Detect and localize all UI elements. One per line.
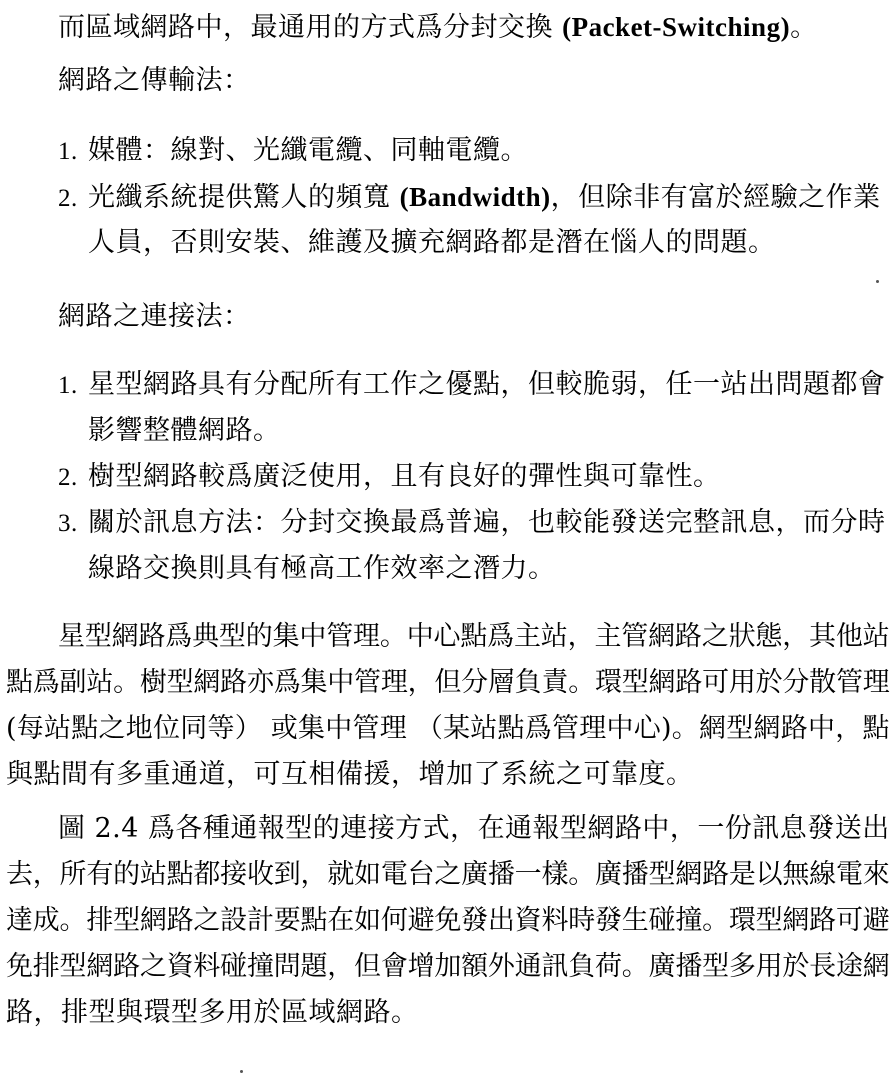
item-text: 樹型網路較爲廣泛使用，且有良好的彈性與可靠性。: [88, 461, 721, 492]
paragraph-1-line-1: 星型網路爲典型的集中管理。中心點爲主站，主管網路之狀態，其他站: [58, 621, 890, 652]
connection-item-1-line-2: 影響整體網路。: [88, 415, 281, 446]
paragraph-2-line-5: 路，排型與環型多用於區域網路。: [6, 997, 419, 1028]
item-text-cont: ，但除非有富於經驗之作業: [550, 182, 881, 213]
connection-item-1: [58, 368, 886, 403]
connection-item-3: [58, 506, 886, 541]
transmission-item-2: [58, 180, 881, 216]
item-number: 2.: [58, 185, 78, 212]
transmission-item-1: [58, 134, 528, 169]
item-text: 關於訊息方法：分封交換最爲普遍，也較能發送完整訊息，而分時: [88, 507, 886, 538]
paragraph-2-line-4: 免排型網路之資料碰撞問題，但會增加額外通訊負荷。廣播型多用於長途網: [6, 951, 890, 982]
paragraph-1-line-3: (每站點之地位同等） 或集中管理 （某站點爲管理中心)。網型網路中，點: [6, 713, 890, 744]
intro-text: 而區域網路中，最通用的方式爲分封交換: [58, 12, 563, 43]
item-number: 3.: [58, 510, 78, 537]
connection-heading: 網路之連接法：: [58, 301, 251, 332]
scan-speck: [240, 1070, 243, 1073]
paragraph-1-line-2: 點爲副站。樹型網路亦爲集中管理，但分層負責。環型網路可用於分散管理: [6, 667, 890, 698]
transmission-item-2-line-2: 人員，否則安裝、維護及擴充網路都是潛在惱人的問題。: [88, 227, 776, 258]
item-text: 星型網路具有分配所有工作之優點，但較脆弱，任一站出問題都會: [88, 369, 886, 400]
paragraph-2-line-3: 達成。排型網路之設計要點在如何避免發出資料時發生碰撞。環型網路可避: [6, 905, 890, 936]
item-number: 2.: [58, 464, 78, 491]
intro-line: [58, 10, 818, 45]
paragraph-2-line-1: 圖 2.4 爲各種通報型的連接方式，在通報型網路中，一份訊息發送出: [58, 813, 890, 844]
paragraph-2-line-2: 去，所有的站點都接收到，就如電台之廣播一樣。廣播型網路是以無線電來: [6, 859, 890, 890]
transmission-heading: 網路之傳輸法：: [58, 65, 251, 96]
item-number: 1.: [58, 372, 78, 399]
connection-item-2: [58, 460, 721, 495]
item-latin-term: (Bandwidth): [399, 182, 551, 212]
item-text: 媒體：線對、光纖電纜、同軸電纜。: [88, 135, 528, 166]
item-text: 光纖系統提供驚人的頻寬: [88, 182, 400, 213]
item-number: 1.: [58, 138, 78, 165]
connection-item-3-line-2: 線路交換則具有極高工作效率之潛力。: [88, 553, 556, 584]
intro-period: 。: [790, 12, 818, 43]
paragraph-1-line-4: 與點間有多重通道，可互相備援，增加了系統之可靠度。: [6, 759, 694, 790]
intro-latin-term: (Packet-Switching): [562, 12, 791, 42]
scan-speck: [876, 280, 879, 283]
